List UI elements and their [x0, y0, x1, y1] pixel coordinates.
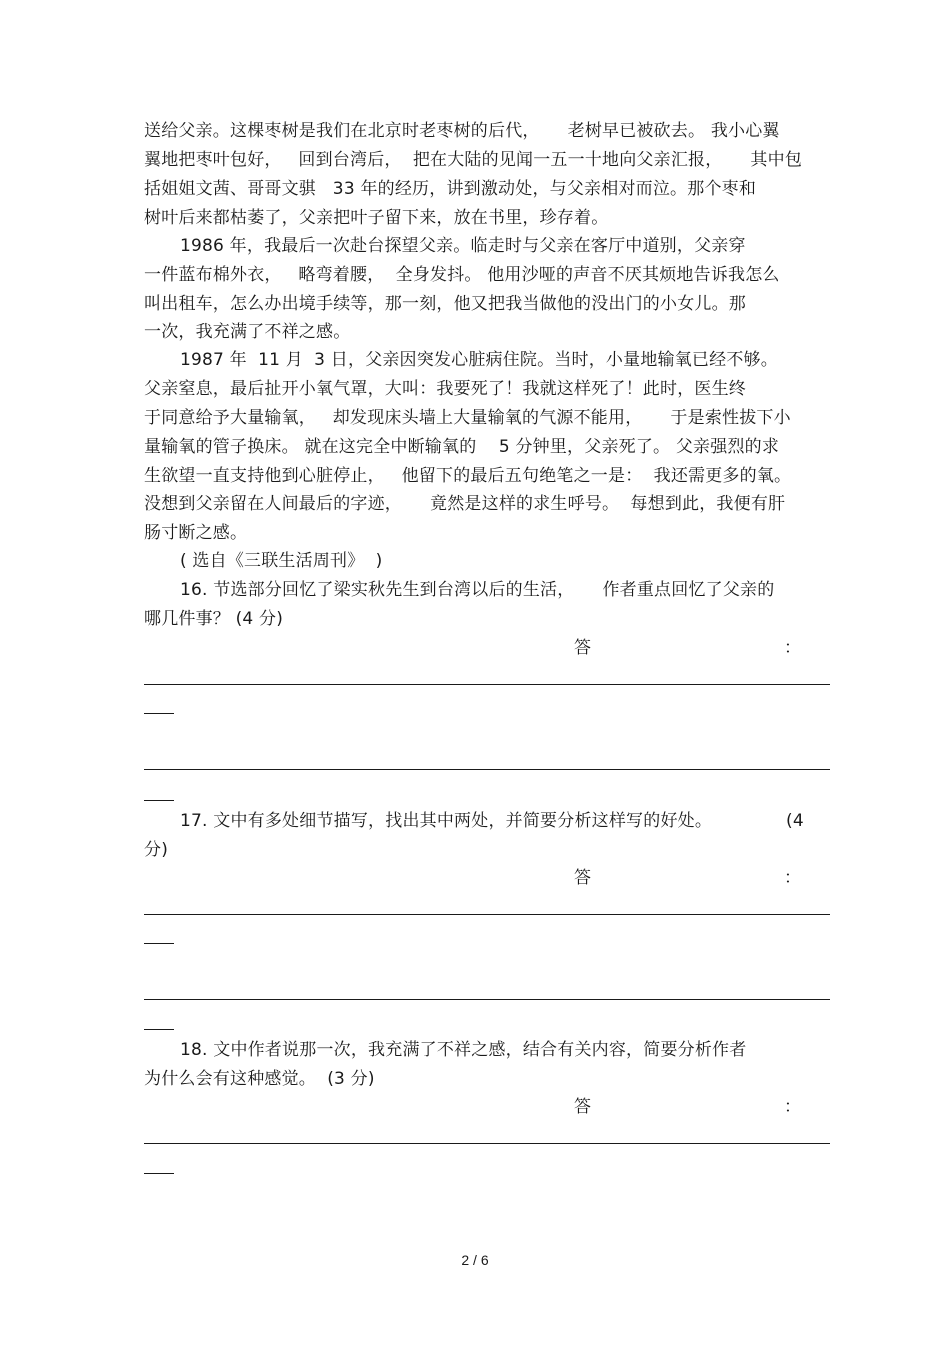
answer-line[interactable]	[144, 769, 830, 770]
passage-line: 于同意给予大量输氧， 却发现床头墙上大量输氧的气源不能用， 于是索性拔下小	[144, 408, 791, 428]
passage-line: 括姐姐文茜、哥哥文骐 33 年的经历，讲到激动处，与父亲相对而泣。那个枣和	[144, 179, 757, 199]
passage-line: 肠寸断之感。	[144, 523, 248, 543]
question-18-text: 为什么会有这种感觉。 (3 分)	[144, 1069, 375, 1089]
question-16-text: 16. 节选部分回忆了梁实秋先生到台湾以后的生活， 作者重点回忆了父亲的	[180, 580, 775, 600]
passage-line: 1987 年 11 月 3 日，父亲因突发心脏病住院。当时，小量地输氧已经不够。	[180, 350, 778, 370]
answer-line[interactable]	[144, 914, 830, 915]
answer-line-tail	[144, 1173, 174, 1174]
passage-line: 翼地把枣叶包好， 回到台湾后， 把在大陆的见闻一五一十地向父亲汇报， 其中包	[144, 150, 803, 170]
answer-colon: ：	[784, 638, 801, 658]
answer-line-tail	[144, 943, 174, 944]
answer-line-tail	[144, 800, 174, 801]
passage-line: 没想到父亲留在人间最后的字迹， 竟然是这样的求生呼号。 每想到此，我便有肝	[144, 494, 786, 514]
answer-label: 答	[574, 1097, 591, 1117]
question-17-score: (4	[786, 811, 804, 831]
answer-line[interactable]	[144, 684, 830, 685]
answer-line-tail	[144, 1029, 174, 1030]
passage-line: 一次，我充满了不祥之感。	[144, 322, 351, 342]
passage-line: 生欲望一直支持他到心脏停止， 他留下的最后五句绝笔之一是： 我还需更多的氧。	[144, 466, 792, 486]
answer-colon: ：	[784, 1097, 801, 1117]
answer-line[interactable]	[144, 1143, 830, 1144]
passage-line: 一件蓝布棉外衣， 略弯着腰， 全身发抖。 他用沙哑的声音不厌其烦地告诉我怎么	[144, 265, 780, 285]
page-number: 2 / 6	[461, 1252, 489, 1268]
answer-line-tail	[144, 713, 174, 714]
question-17-text: 分)	[144, 840, 169, 860]
question-16-text: 哪几件事？ (4 分)	[144, 609, 284, 629]
answer-label: 答	[574, 868, 591, 888]
question-17-text: 17. 文中有多处细节描写，找出其中两处，并简要分析这样写的好处。	[180, 811, 713, 831]
question-18-text: 18. 文中作者说那一次，我充满了不祥之感，结合有关内容，简要分析作者	[180, 1040, 747, 1060]
answer-line[interactable]	[144, 999, 830, 1000]
passage-line: 树叶后来都枯萎了，父亲把叶子留下来，放在书里，珍存着。	[144, 208, 609, 228]
answer-colon: ：	[784, 868, 801, 888]
passage-line: 父亲窒息，最后扯开小氧气罩，大叫：我要死了！我就这样死了！此时，医生终	[144, 379, 746, 399]
source-citation: ( 选自《三联生活周刊》 )	[180, 551, 383, 571]
answer-label: 答	[574, 638, 591, 658]
passage-line: 量输氧的管子换床。 就在这完全中断输氧的 5 分钟里，父亲死了。 父亲强烈的求	[144, 437, 780, 457]
passage-line: 叫出租车，怎么办出境手续等，那一刻，他又把我当做他的没出门的小女儿。那	[144, 294, 746, 314]
passage-line: 1986 年，我最后一次赴台探望父亲。临走时与父亲在客厅中道别，父亲穿	[180, 236, 746, 256]
passage-line: 送给父亲。这棵枣树是我们在北京时老枣树的后代， 老树早已被砍去。 我小心翼	[144, 121, 780, 141]
